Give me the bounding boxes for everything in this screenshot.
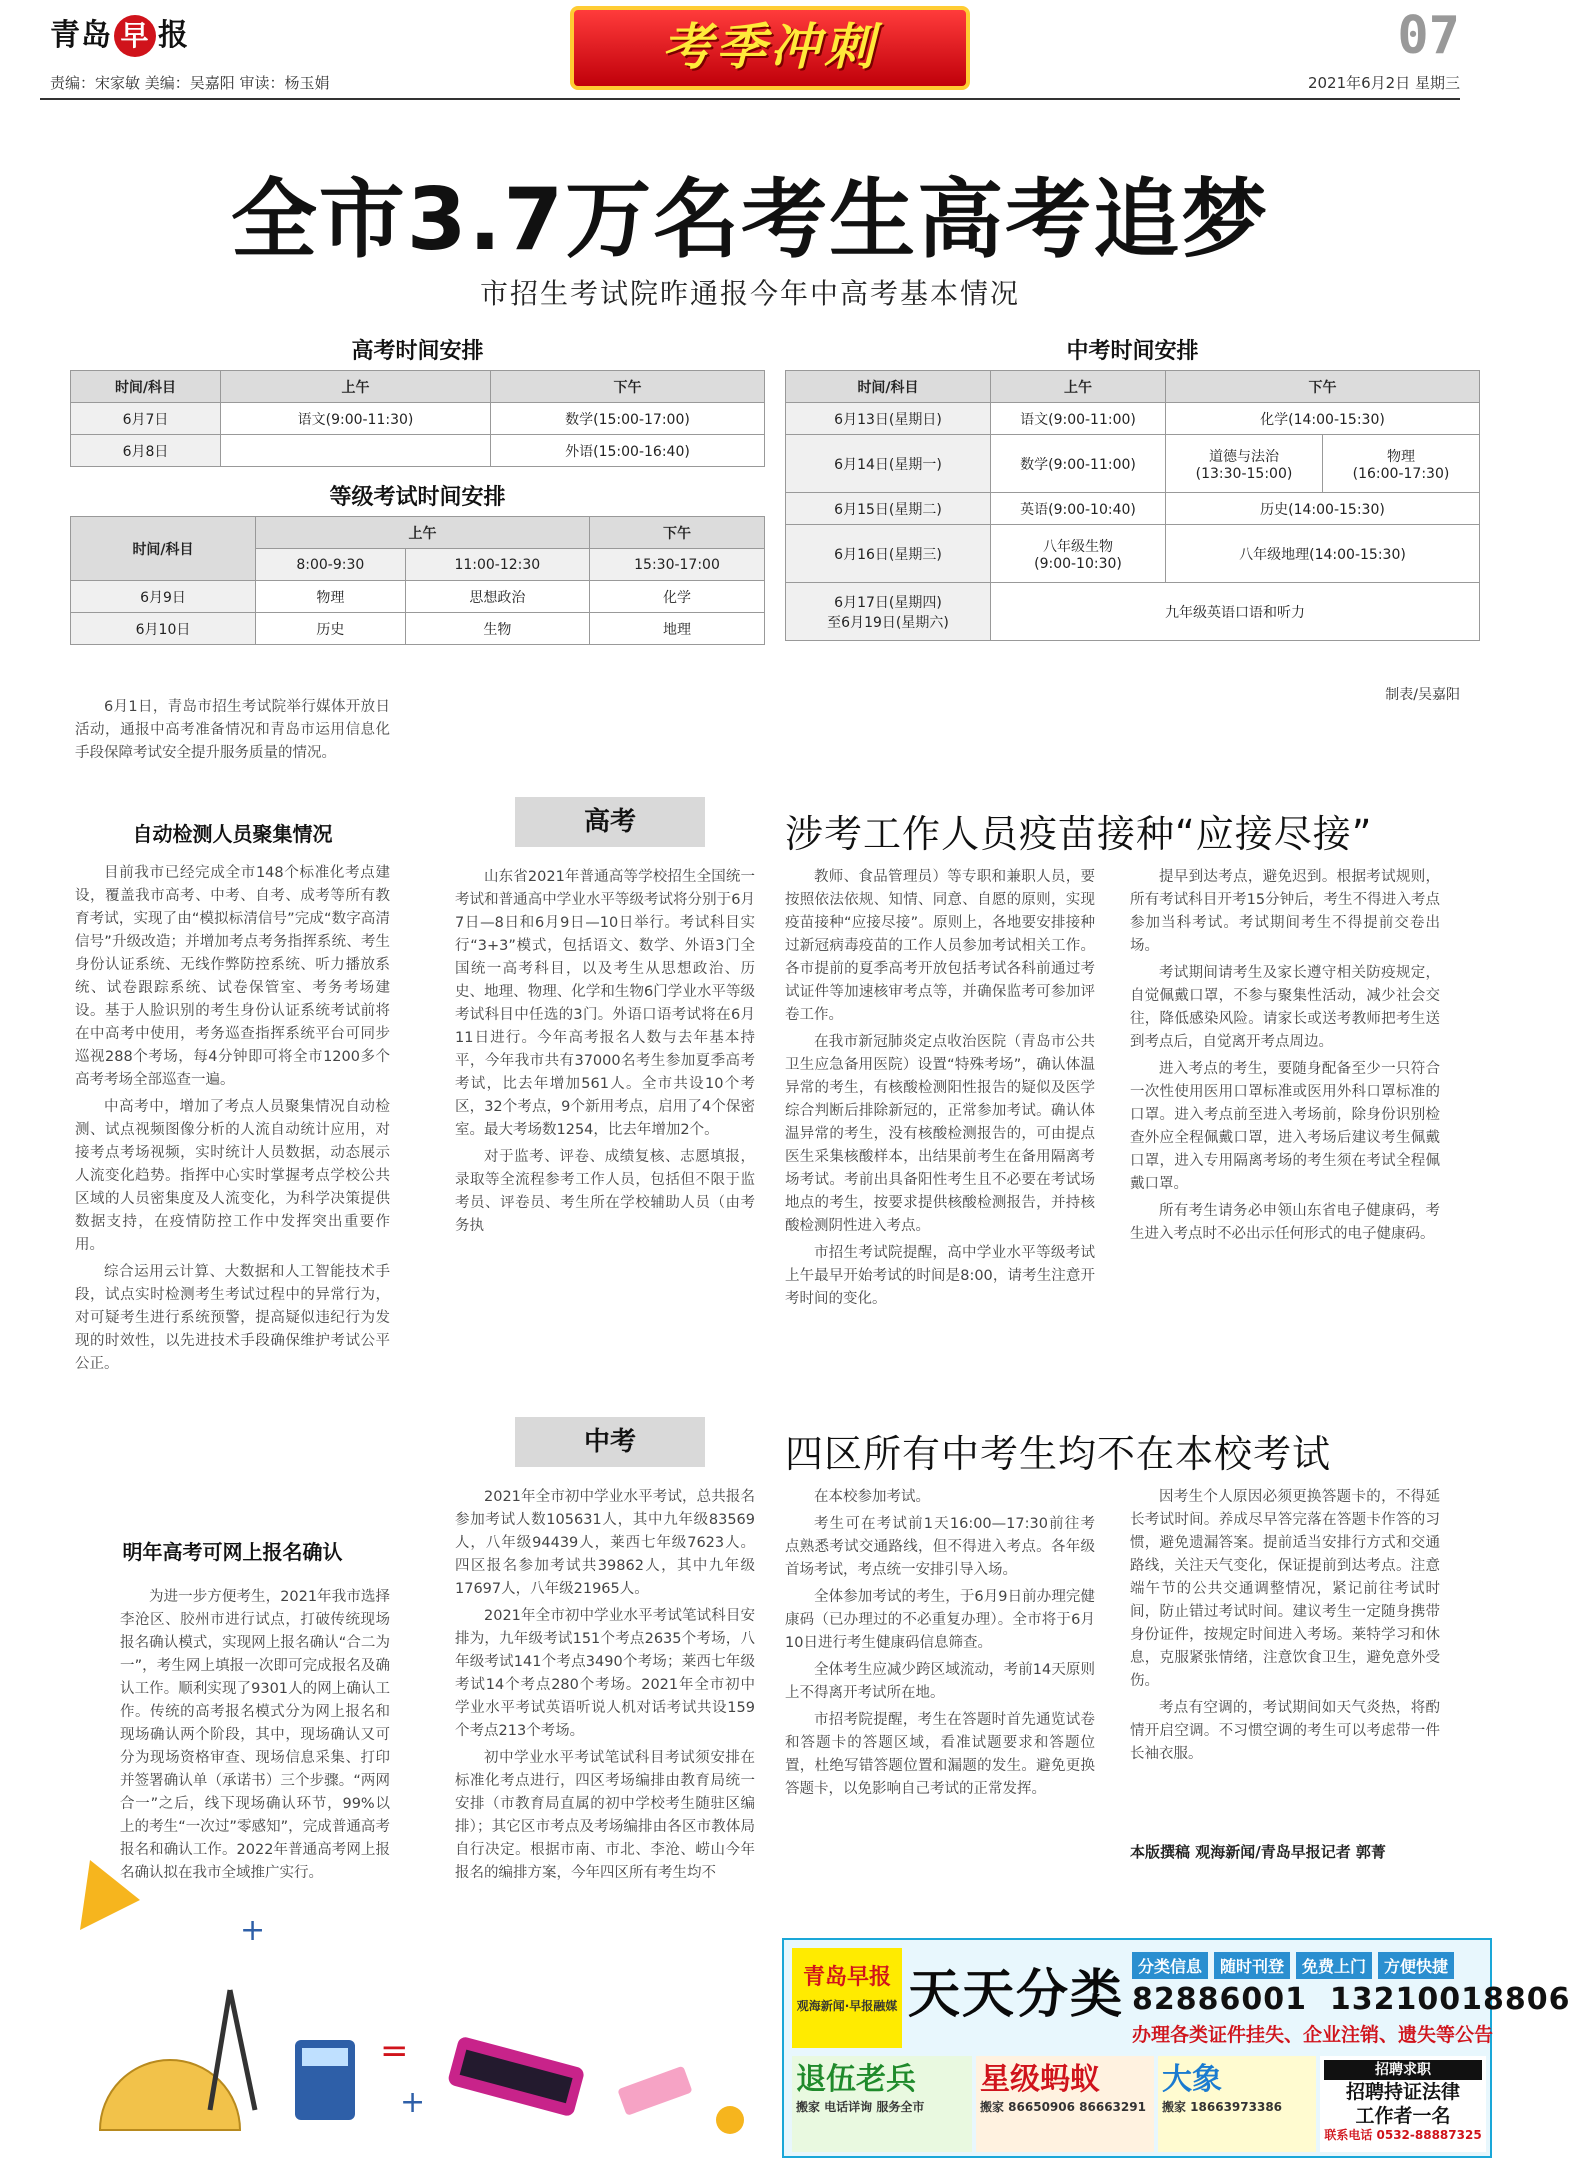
ad-box-subtitle: 搬家 电话详询 服务全市 — [796, 2100, 925, 2114]
triangle-ruler-icon — [80, 1860, 140, 1930]
detection-section-body — [75, 862, 390, 1512]
zhongkao-schedule-table — [785, 370, 1480, 641]
table-cell: 物理 — [256, 581, 406, 613]
table-row — [786, 583, 1480, 641]
table-row — [71, 435, 765, 467]
stationery-illustration — [40, 1800, 740, 2150]
table-cell: 语文(9:00-11:30) — [221, 403, 491, 435]
paragraph: 在我市新冠肺炎定点收治医院（青岛市公共卫生应急备用医院）设置“特殊考场”，确认体温异常的考生，有核酸检测阳性报告的疑似及医学综合判断后排除新冠的，正常参加考试。确认体温异常的考生，没有核酸检测报告的，可由提点医生采集核酸样本，出结果前考生在备用隔离考场考试。考前出具备阳性考生且不必要在考试场地点的考生，按要求提供核酸检测报告，并持核酸检测阴性进入考点。 — [785, 1034, 1095, 1234]
table-cell: 6月16日(星期三) — [786, 525, 991, 583]
table-cell: 外语(15:00-16:40) — [491, 435, 765, 467]
table-cell: 历史 — [256, 613, 406, 645]
table-row — [71, 581, 765, 613]
paragraph: 考试期间请考生及家长遵守相关防疫规定，自觉佩戴口罩，不参与聚集性活动，减少社会交往，降低感染风险。请家长或送考教师把考生送到考点后，自觉离开考点周边。 — [1130, 965, 1440, 1050]
table-cell: 生物 — [405, 613, 589, 645]
ad-tag: 随时刊登 — [1214, 1952, 1290, 1979]
level-table-title: 等级考试时间安排 — [329, 485, 506, 510]
table-cell: 九年级英语口语和听力 — [991, 583, 1480, 641]
gaokao-col-3 — [1130, 866, 1440, 1366]
gaokao-story-title: 涉考工作人员疫苗接种“应接尽接” — [785, 812, 1373, 856]
table-row — [786, 403, 1480, 435]
plus-symbol: + — [400, 2085, 426, 2120]
ad-box-subtitle: 搬家 86650906 86663291 — [980, 2100, 1146, 2114]
gaokao-schedule-table — [70, 370, 765, 467]
ad-box-subtitle: 联系电话 0532-88887325 — [1324, 2128, 1482, 2142]
zhongkao-col-3 — [1130, 1486, 1440, 1836]
paragraph: 考生可在考试前1天16:00—17:30前往考点熟悉考试交通路线，但不得进入考点。各年级首场考试，考点统一安排引导入场。 — [785, 1516, 1095, 1578]
equals-symbol: = — [380, 2031, 409, 2071]
table-cell: 6月9日 — [71, 581, 256, 613]
zhongkao-col-2 — [785, 1486, 1095, 1886]
table-row — [786, 525, 1480, 583]
gaokao-col-1 — [455, 866, 755, 1366]
ad-tag: 分类信息 — [1132, 1952, 1208, 1979]
ad-box-recruitment — [1320, 2056, 1486, 2152]
left-column — [75, 696, 390, 769]
eraser-icon — [617, 2066, 692, 2116]
ad-box-title: 招聘求职 — [1324, 2060, 1482, 2080]
paragraph: 因考生个人原因必须更换答题卡的，不得延长考试时间。养成尽早答完落在答题卡作答的习惯，避免遗漏答案。提前适当安排行方式和交通路线，关注天气变化，保证提前到达考点。注意端午节的公共交通调整情况，紧记前往考试时间，防止错过考试时间。建议考生一定随身携带身份证件，按规定时间进入考场。莱特学习和休息，克服紧张情绪，注意饮食卫生，避免意外受伤。 — [1130, 1489, 1440, 1689]
paragraph: 进入考点的考生，要随身配备至少一只符合一次性使用医用口罩标准或医用外科口罩标准的口罩。进入考点前至进入考场前，除身份识别检查外应全程佩戴口罩，进入考场后建议考生佩戴口罩，进入专用隔离考场的考生须在考试全程佩戴口罩。 — [1130, 1061, 1440, 1192]
byline: 本版撰稿 观海新闻/青岛早报记者 郭菁 — [1130, 1843, 1386, 1861]
ad-brand: 天天分类 — [908, 1965, 1125, 2025]
ad-logo — [792, 1948, 902, 2048]
table-cell: 化学(14:00-15:30) — [1166, 403, 1480, 435]
table-cell: 思想政治 — [405, 581, 589, 613]
section-banner: 考季冲刺 — [570, 6, 970, 90]
table-cell: 语文(9:00-11:00) — [991, 403, 1166, 435]
ad-box-elephant-movers — [1158, 2056, 1316, 2152]
table-row — [71, 613, 765, 645]
table-row — [786, 493, 1480, 525]
ad-tags — [1132, 1952, 1460, 1979]
classified-ad — [782, 1938, 1571, 2158]
paragraph: 初中学业水平考试笔试科目考试须安排在标准化考点进行，四区考场编排由教育局统一安排（市教育局直属的初中学校考生随驻区编排）；其它区市考点及考场编排由各区市教体局自行决定。根据市南、市北、李沧、崂山今年报名的编排方案，今年四区所有考生均不 — [455, 1750, 755, 1881]
headline: 全市3.7万名考生高考追梦 — [230, 170, 1270, 270]
table-subheader: 11:00-12:30 — [405, 549, 589, 581]
gaokao-table-title: 高考时间安排 — [351, 339, 484, 364]
paragraph: 教师、食品管理员）等专职和兼职人员，要按照依法依规、知情、同意、自愿的原则，实现疫苗接种“应接尽接”。原则上，各地要安排接种过新冠病毒疫苗的工作人员参加考试相关工作。各市提前的夏季高考开放包括考试各科前通过考试证件等加速核审考点等，并确保监考可参加评卷工作。 — [785, 869, 1095, 1023]
table-cell: 地理 — [590, 613, 765, 645]
editor-credits: 责编：宋家敏 美编：吴嘉阳 审读：杨玉娟 — [50, 74, 330, 92]
table-row — [786, 435, 1480, 493]
table-header: 上午 — [991, 371, 1166, 403]
page-number: 07 — [1397, 6, 1460, 66]
zhongkao-table-title: 中考时间安排 — [1066, 339, 1199, 364]
paragraph: 全体参加考试的考生，于6月9日前办理完健康码（已办理过的不必重复办理）。全市将于6月10日进行考生健康码信息筛查。 — [785, 1589, 1095, 1651]
table-cell: 八年级地理(14:00-15:30) — [1166, 525, 1480, 583]
table-producer: 制表/吴嘉阳 — [1385, 687, 1460, 703]
table-cell: 6月8日 — [71, 435, 221, 467]
ad-phones — [1132, 1982, 1571, 2017]
table-header: 上午 — [221, 371, 491, 403]
zhongkao-tag: 中考 — [515, 1417, 705, 1467]
section-title-registration: 明年高考可网上报名确认 — [122, 1540, 343, 1564]
ball-icon — [716, 2106, 744, 2134]
table-cell: 英语(9:00-10:40) — [991, 493, 1166, 525]
subheadline: 市招生考试院昨通报今年中高考基本情况 — [479, 277, 1020, 310]
table-subheader: 8:00-9:30 — [256, 549, 406, 581]
table-cell: 6月13日(星期日) — [786, 403, 991, 435]
ad-phone: 82886001 — [1132, 1982, 1307, 2017]
paragraph: 市招生考试院提醒，高中学业水平等级考试上午最早开始考试的时间是8:00，请考生注意开考时间的变化。 — [785, 1245, 1095, 1307]
paragraph: 对于监考、评卷、成绩复核、志愿填报，录取等全流程参考工作人员，包括但不限于监考员、评卷员、考生所在学校辅助人员（由考务执 — [455, 1149, 755, 1234]
table-row — [71, 403, 765, 435]
table-cell: 八年级生物 (9:00-10:30) — [991, 525, 1166, 583]
masthead-rule — [40, 98, 1460, 100]
plus-symbol: + — [240, 1913, 266, 1948]
ad-box-veteran-movers — [792, 2056, 972, 2152]
table-cell — [221, 435, 491, 467]
ad-logo-subtext: 观海新闻·早报融媒 — [796, 1999, 898, 2013]
table-header: 下午 — [590, 517, 765, 549]
paragraph: 提早到达考点，避免迟到。根据考试规则，所有考试科目开考15分钟后，考生不得进入考点参加当科考试。考试期间考生不得提前交卷出场。 — [1130, 869, 1440, 954]
ad-box-line: 招聘持证法律 — [1345, 2081, 1460, 2103]
paragraph: 考点有空调的，考试期间如天气炎热，将酌情开启空调。不习惯空调的考生可以考虑带一件长袖衣服。 — [1130, 1700, 1440, 1762]
paragraph: 在本校参加考试。 — [814, 1489, 930, 1505]
table-cell: 6月14日(星期一) — [786, 435, 991, 493]
paper-logo — [50, 10, 189, 57]
gaokao-tag: 高考 — [515, 797, 705, 847]
paragraph: 2021年全市初中学业水平考试，总共报名参加考试人数105631人，其中九年级83569人，八年级94439人，莱西七年级7623人。四区报名参加考试共39862人，其中九年级17697人，八年级21965人。 — [455, 1489, 755, 1597]
table-cell: 6月7日 — [71, 403, 221, 435]
ad-tag: 方便快捷 — [1378, 1952, 1454, 1979]
paragraph: 为进一步方便考生，2021年我市选择李沧区、胶州市进行试点，打破传统现场报名确认模式，实现网上报名确认“合二为一”，考生网上填报一次即可完成报名及确认工作。顺利实现了9301人的网上确认工作。传统的高考报名模式分为网上报名和现场确认两个阶段，其中，现场确认又可分为现场资格审查、现场信息采集、打印并签署确认单（承诺书）三个步骤。“两网合一”之后，线下现场确认环节，99%以上的考生“一次过”零感知”，完成普通高考报名和确认工作。2022年普通高考网上报名确认拟在我市全域推广实行。 — [120, 1589, 390, 1881]
table-header: 上午 — [256, 517, 590, 549]
gaokao-col-2 — [785, 866, 1095, 1366]
ad-box-title: 星级蚂蚁 — [980, 2062, 1100, 2097]
ad-phone: 13210018806 — [1329, 1982, 1571, 2017]
ad-box-title: 大象 — [1162, 2062, 1222, 2097]
paper-name-right: 报 — [158, 18, 189, 53]
table-cell: 物理 (16:00-17:30) — [1323, 435, 1480, 493]
table-cell: 数学(9:00-11:00) — [991, 435, 1166, 493]
paper-name-mid: 早 — [114, 15, 156, 57]
paragraph: 2021年全市初中学业水平考试笔试科目安排为，九年级考试151个考点2635个考场，八年级考试141个考点3490个考场；莱西七年级考试14个考点280个考场。2021年全市初中学业水平考试英语听说人机对话考试共设159个考点213个考场。 — [455, 1608, 755, 1739]
paragraph: 山东省2021年普通高等学校招生全国统一考试和普通高中学业水平等级考试将分别于6月7日—8日和6月9日—10日举行。考试科目实行“3+3”模式，包括语文、数学、外语3门全国统一高考科目，以及考生从思想政治、历史、地理、物理、化学和生物6门学业水平等级考试科目中任选的3门。外语口语考试将在6月11日进行。今年高考报名人数与去年基本持平，今年我市共有37000名考生参加夏季高考考试，比去年增加561人。全市共设10个考区，32个考点，9个新用考点，启用了4个保密室。最大考场数1254，比去年增加2个。 — [455, 869, 755, 1138]
ad-box-ant-movers — [976, 2056, 1154, 2152]
paragraph: 市招考院提醒，考生在答题时首先通览试卷和答题卡的答题区域，看准试题要求和答题位置，杜绝写错答题位置和漏题的发生。避免更换答题卡，以免影响自己考试的正常发挥。 — [785, 1712, 1095, 1797]
paragraph: 所有考生请务必申领山东省电子健康码，考生进入考点时不必出示任何形式的电子健康码。 — [1130, 1203, 1440, 1242]
paragraph: 全体考生应减少跨区域流动，考前14天原则上不得离开考试所在地。 — [785, 1662, 1095, 1701]
intro-paragraph: 6月1日，青岛市招生考试院举行媒体开放日活动，通报中高考准备情况和青岛市运用信息化手段保障考试安全提升服务质量的情况。 — [75, 699, 390, 761]
paragraph: 综合运用云计算、大数据和人工智能技术手段，试点实时检测考生考试过程中的异常行为，对可疑考生进行系统预警，提高疑似违纪行为发现的时效性，以先进技术手段确保维护考试公平公正。 — [75, 1264, 390, 1372]
paragraph: 目前我市已经完成全市148个标准化考点建设，覆盖我市高考、中考、自考、成考等所有教育考试，实现了由“模拟标清信号”完成“数字高清信号”升级改造；并增加考点考务指挥系统、考生身份认证系统、无线作弊防控系统、听力播放系统、试卷跟踪系统、试卷保管室、考务考场建设。基于人脸识别的考生身份认证系统考试前将在中高考中使用，考务巡查指挥系统平台可同步巡视288个考场，每4分钟即可将全市1200多个高考考场全部巡查一遍。 — [75, 865, 390, 1088]
table-header: 时间/科目 — [71, 371, 221, 403]
publication-date: 2021年6月2日 星期三 — [1307, 74, 1460, 92]
paper-name-left: 青岛 — [50, 18, 112, 53]
table-cell: 化学 — [590, 581, 765, 613]
table-header: 下午 — [491, 371, 765, 403]
table-header: 时间/科目 — [786, 371, 991, 403]
zhongkao-story-title: 四区所有中考生均不在本校考试 — [785, 1432, 1332, 1476]
table-cell: 历史(14:00-15:30) — [1166, 493, 1480, 525]
table-cell: 道德与法治 (13:30-15:00) — [1166, 435, 1323, 493]
ad-box-line: 工作者一名 — [1355, 2105, 1451, 2127]
table-cell: 6月15日(星期二) — [786, 493, 991, 525]
level-exam-table — [70, 516, 765, 645]
table-cell: 6月17日(星期四) 至6月19日(星期六) — [786, 583, 991, 641]
table-cell: 6月10日 — [71, 613, 256, 645]
table-header: 时间/科目 — [71, 517, 256, 581]
ad-tag: 免费上门 — [1296, 1952, 1372, 1979]
ad-box-subtitle: 搬家 18663973386 — [1162, 2100, 1283, 2114]
table-header: 下午 — [1166, 371, 1480, 403]
ad-logo-text: 青岛早报 — [802, 1965, 891, 1990]
pencil-case-icon — [447, 2035, 586, 2117]
table-subheader: 15:30-17:00 — [590, 549, 765, 581]
section-title-detection: 自动检测人员聚集情况 — [132, 822, 333, 846]
ad-slogan: 办理各类证件挂失、企业注销、遗失等公告 — [1132, 2024, 1494, 2046]
table-cell: 数学(15:00-17:00) — [491, 403, 765, 435]
paragraph: 中高考中，增加了考点人员聚集情况自动检测、试点视频图像分析的人流自动统计应用，对接考点考场视频，实时统计人员数据，动态展示人流变化趋势。指挥中心实时掌握考点学校公共区域的人员密集度及人流变化，为科学决策提供数据支持，在疫情防控工作中发挥突出重要作用。 — [75, 1099, 390, 1253]
ad-box-title: 退伍老兵 — [796, 2062, 916, 2097]
